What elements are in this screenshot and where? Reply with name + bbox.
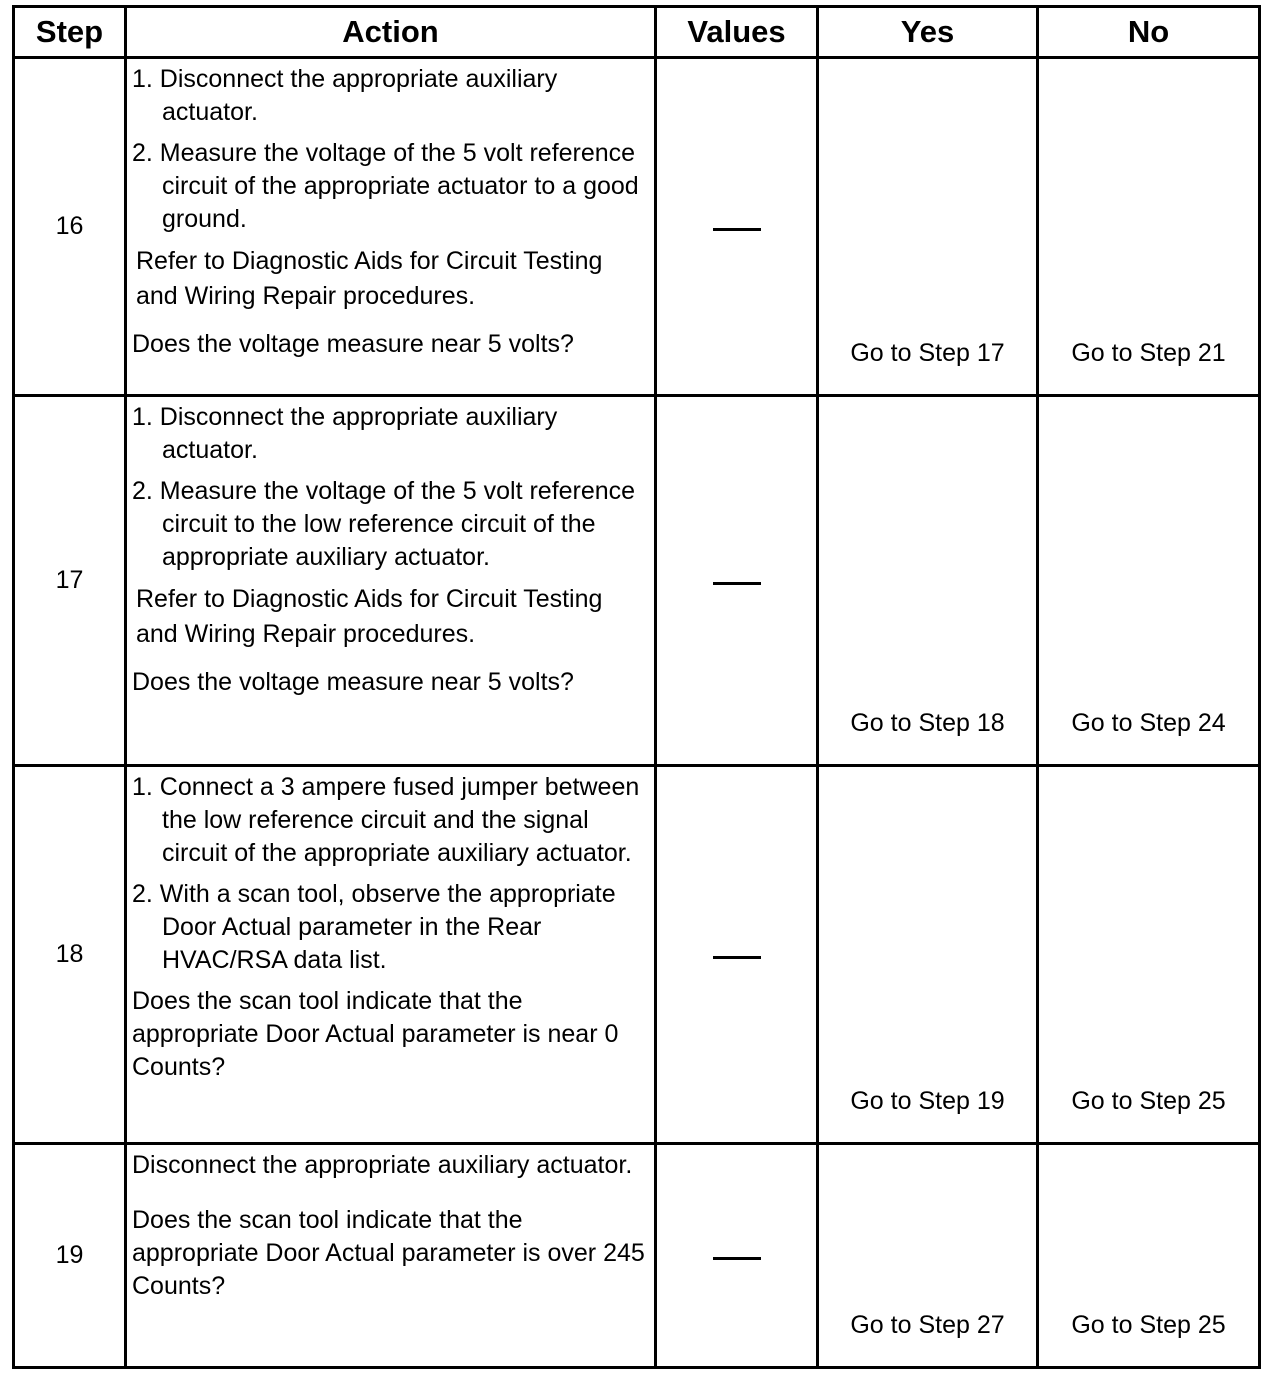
step-number: 19	[14, 1144, 126, 1368]
header-action: Action	[126, 7, 656, 58]
header-values: Values	[656, 7, 818, 58]
values-dash	[713, 1257, 761, 1260]
values-dash	[713, 582, 761, 585]
table-row	[14, 766, 1260, 1144]
values-cell	[656, 58, 818, 396]
action-note: Refer to Diagnostic Aids for Circuit Testing and Wiring Repair procedures.	[136, 247, 603, 310]
yes-cell: Go to Step 17	[818, 58, 1038, 396]
header-step: Step	[14, 7, 126, 58]
table-row	[14, 1144, 1260, 1368]
values-cell	[656, 1144, 818, 1368]
action-cell	[126, 1144, 656, 1368]
yes-cell: Go to Step 18	[818, 396, 1038, 766]
header-row	[14, 7, 1260, 58]
table-row	[14, 396, 1260, 766]
no-cell: Go to Step 24	[1038, 396, 1260, 766]
action-item: 1. Connect a 3 ampere fused jumper between the low reference circuit and the signal circuit of the appropriate auxiliary actuator.	[132, 773, 640, 867]
values-cell	[656, 396, 818, 766]
action-question: Does the scan tool indicate that the appropriate Door Actual parameter is over 245 Counts?	[132, 1206, 645, 1300]
diagnostic-table	[12, 5, 1261, 1369]
header-yes: Yes	[818, 7, 1038, 58]
no-cell: Go to Step 21	[1038, 58, 1260, 396]
action-item: 2. With a scan tool, observe the appropriate Door Actual parameter in the Rear HVAC/RSA data list.	[132, 880, 616, 974]
action-cell	[126, 766, 656, 1144]
values-dash	[713, 228, 761, 231]
step-number: 16	[14, 58, 126, 396]
no-cell: Go to Step 25	[1038, 1144, 1260, 1368]
values-dash	[713, 956, 761, 959]
yes-cell: Go to Step 19	[818, 766, 1038, 1144]
action-cell	[126, 58, 656, 396]
action-question: Does the voltage measure near 5 volts?	[132, 330, 574, 358]
step-number: 17	[14, 396, 126, 766]
action-item: 1. Disconnect the appropriate auxiliary actuator.	[132, 403, 558, 464]
action-cell	[126, 396, 656, 766]
action-question: Does the voltage measure near 5 volts?	[132, 668, 574, 696]
values-cell	[656, 766, 818, 1144]
action-note: Refer to Diagnostic Aids for Circuit Testing and Wiring Repair procedures.	[136, 585, 603, 648]
no-cell: Go to Step 25	[1038, 766, 1260, 1144]
header-no: No	[1038, 7, 1260, 58]
yes-cell: Go to Step 27	[818, 1144, 1038, 1368]
action-instruction: Disconnect the appropriate auxiliary actuator.	[132, 1151, 633, 1179]
step-number: 18	[14, 766, 126, 1144]
action-item: 2. Measure the voltage of the 5 volt reference circuit to the low reference circuit of the appropriate auxiliary actuator.	[132, 477, 636, 571]
table-row	[14, 58, 1260, 396]
action-item: 1. Disconnect the appropriate auxiliary actuator.	[132, 65, 558, 126]
action-item: 2. Measure the voltage of the 5 volt reference circuit of the appropriate actuator to a good ground.	[132, 139, 639, 233]
action-question: Does the scan tool indicate that the appropriate Door Actual parameter is near 0 Counts?	[132, 987, 619, 1081]
